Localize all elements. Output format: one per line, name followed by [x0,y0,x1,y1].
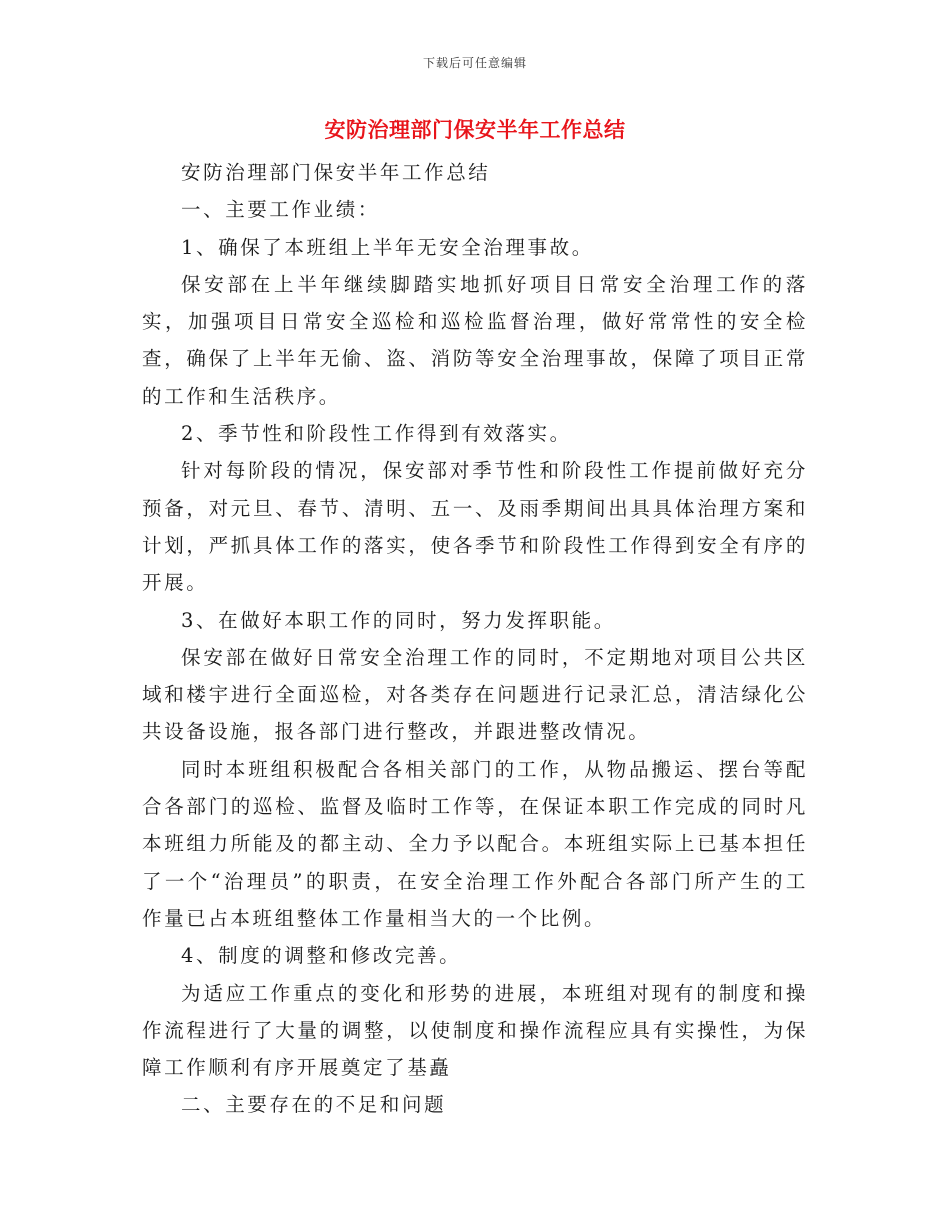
section-heading-shortcomings: 二、主要存在的不足和问题 [181,1093,447,1117]
paragraph-item-2: 针对每阶段的情况，保安部对季节性和阶段性工作提前做好充分预备，对元旦、春节、清明、五一、及雨季期间出具具体治理方案和计划，严抓具体工作的落实，使各季节和阶段性工作得到安全有序的开展。 [142,459,808,595]
item-heading-1: 1、确保了本班组上半年无安全治理事故。 [181,235,594,259]
header-note: 下载后可任意编辑 [422,56,527,70]
section-heading-achievements: 一、主要工作业绩： [181,198,380,222]
item-heading-3: 3、在做好本职工作的同时，努力发挥职能。 [181,608,616,632]
paragraph-item-3b: 同时本班组积极配合各相关部门的工作，从物品搬运、摆台等配合各部门的巡检、监督及临时工作等，在保证本职工作完成的同时凡本班组力所能及的都主动、全力予以配合。本班组实际上已基本担任了一个“治理员”的职责，在安全治理工作外配合各部门所产生的工作量已占本班组整体工作量相当大的一个比例。 [142,757,808,930]
paragraph-item-1: 保安部在上半年继续脚踏实地抓好项目日常安全治理工作的落实，加强项目日常安全巡检和巡检监督治理，做好常常性的安全检查，确保了上半年无偷、盗、消防等安全治理事故，保障了项目正常的工作和生活秩序。 [142,272,808,408]
item-heading-4: 4、制度的调整和修改完善。 [181,944,462,968]
paragraph-item-3a: 保安部在做好日常安全治理工作的同时，不定期地对项目公共区域和楼宇进行全面巡检，对各类存在问题进行记录汇总，清洁绿化公共设备设施，报各部门进行整改，并跟进整改情况。 [142,645,808,744]
document-body [142,154,808,1124]
paragraph-subtitle: 安防治理部门保安半年工作总结 [181,161,491,184]
paragraph-item-4: 为适应工作重点的变化和形势的进展，本班组对现有的制度和操作流程进行了大量的调整，以使制度和操作流程应具有实操性，为保障工作顺利有序开展奠定了基矗 [142,981,808,1080]
item-heading-2: 2、季节性和阶段性工作得到有效落实。 [181,422,572,446]
document-title: 安防治理部门保安半年工作总结 [324,118,626,142]
